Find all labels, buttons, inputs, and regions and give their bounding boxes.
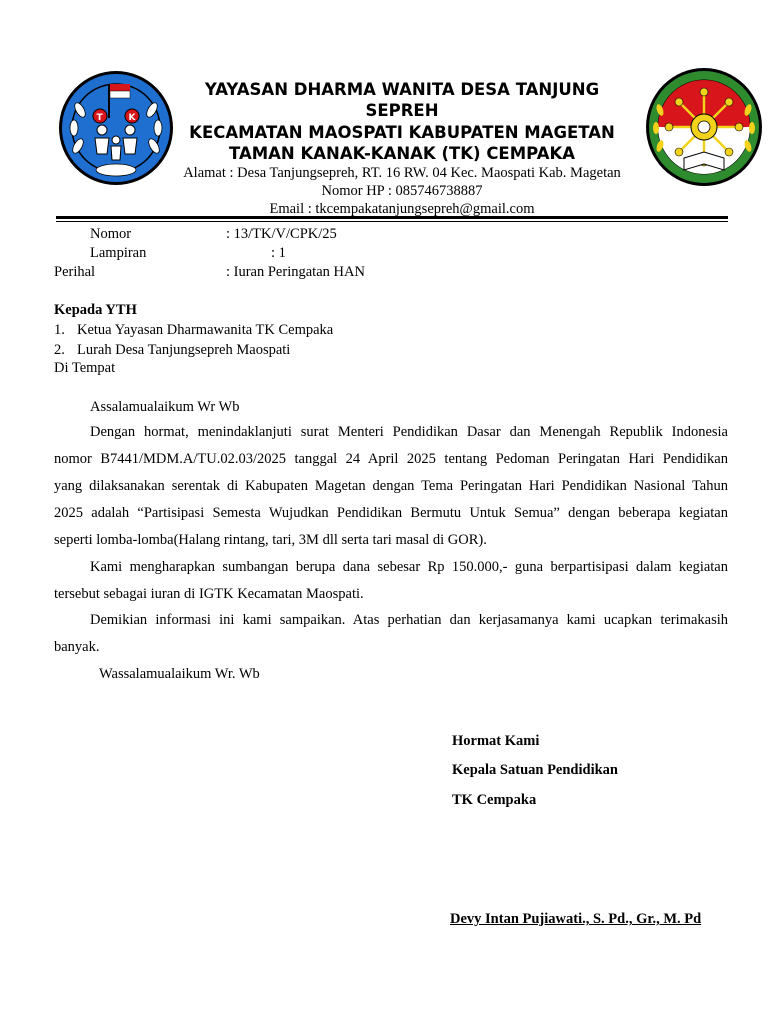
closing: Wassalamualaikum Wr. Wb — [99, 666, 260, 682]
lampiran-label: Lampiran — [90, 245, 147, 261]
svg-text:T: T — [96, 113, 103, 123]
cempaka-emblem-logo — [644, 66, 764, 188]
recipient-item-2: Lurah Desa Tanjungsepreh Maospati — [77, 342, 291, 358]
greeting: Assalamualaikum Wr Wb — [90, 399, 240, 415]
kop-rule-thin — [56, 221, 728, 222]
signature-line-1: Hormat Kami — [452, 733, 540, 749]
kop-line-4: TAMAN KANAK-KANAK (TK) CEMPAKA — [228, 144, 576, 163]
paragraph-2-line-1: Kami mengharapkan sumbangan berupa dana sebesar Rp 150.000,- guna berpartisipasi dalam kegiatan — [90, 559, 728, 575]
kop-line-1: YAYASAN DHARMA WANITA DESA TANJUNG — [204, 80, 600, 99]
kop-phone: Nomor HP : 085746738887 — [321, 183, 483, 199]
recipient-heading: Kepada YTH — [54, 302, 137, 318]
recipient-item-1: Ketua Yayasan Dharmawanita TK Cempaka — [77, 322, 334, 338]
paragraph-1-line-4: 2025 adalah “Partisipasi Semesta Wujudkan Pendidikan Bermutu Untuk Semua” dengan beberapa kegiatan — [54, 505, 728, 521]
paragraph-1-line-2: nomor B7441/MDM.A/TU.02.03/2025 tanggal 24 April 2025 tentang Pedoman Peringatan Hari Pendidikan — [54, 451, 728, 467]
paragraph-1-line-5: seperti lomba-lomba(Halang rintang, tari, 3M dll serta tari masal di GOR). — [54, 532, 487, 548]
nomor-value: : 13/TK/V/CPK/25 — [226, 226, 337, 242]
recipient-number-1: 1. — [54, 322, 65, 338]
kop-email: Email : tkcempakatanjungsepreh@gmail.com — [269, 201, 535, 217]
kop-rule-thick — [56, 216, 728, 219]
paragraph-2-line-2: tersebut sebagai iuran di IGTK Kecamatan Maospati. — [54, 586, 364, 602]
paragraph-1-line-1: Dengan hormat, menindaklanjuti surat Menteri Pendidikan Dasar dan Menengah Republik Indonesia — [90, 424, 728, 440]
signature-line-3: TK Cempaka — [452, 792, 537, 808]
recipient-number-2: 2. — [54, 342, 65, 358]
kop-line-3: KECAMATAN MAOSPATI KABUPATEN MAGETAN — [189, 123, 615, 142]
svg-text:K: K — [128, 113, 136, 123]
kop-address: Alamat : Desa Tanjungsepreh, RT. 16 RW. 04 Kec. Maospati Kab. Magetan — [183, 165, 621, 181]
nomor-label: Nomor — [90, 226, 132, 242]
paragraph-3-line-1: Demikian informasi ini kami sampaikan. Atas perhatian dan kerjasamanya kami ucapkan terimakasih — [90, 612, 728, 628]
kop-line-2: SEPREH — [365, 101, 439, 120]
perihal-label: Perihal — [54, 264, 96, 280]
lampiran-value: : 1 — [271, 245, 286, 261]
signature-line-2: Kepala Satuan Pendidikan — [452, 762, 618, 778]
recipient-place: Di Tempat — [54, 360, 116, 376]
signatory-name: Devy Intan Pujiawati., S. Pd., Gr., M. Pd — [450, 911, 702, 927]
paragraph-3-line-2: banyak. — [54, 639, 100, 655]
paragraph-1-line-3: yang dilaksanakan serentak di Kabupaten Magetan dengan Tema Peringatan Hari Pendidikan Nasional Tahun — [54, 478, 728, 494]
perihal-value: : Iuran Peringatan HAN — [226, 264, 365, 280]
